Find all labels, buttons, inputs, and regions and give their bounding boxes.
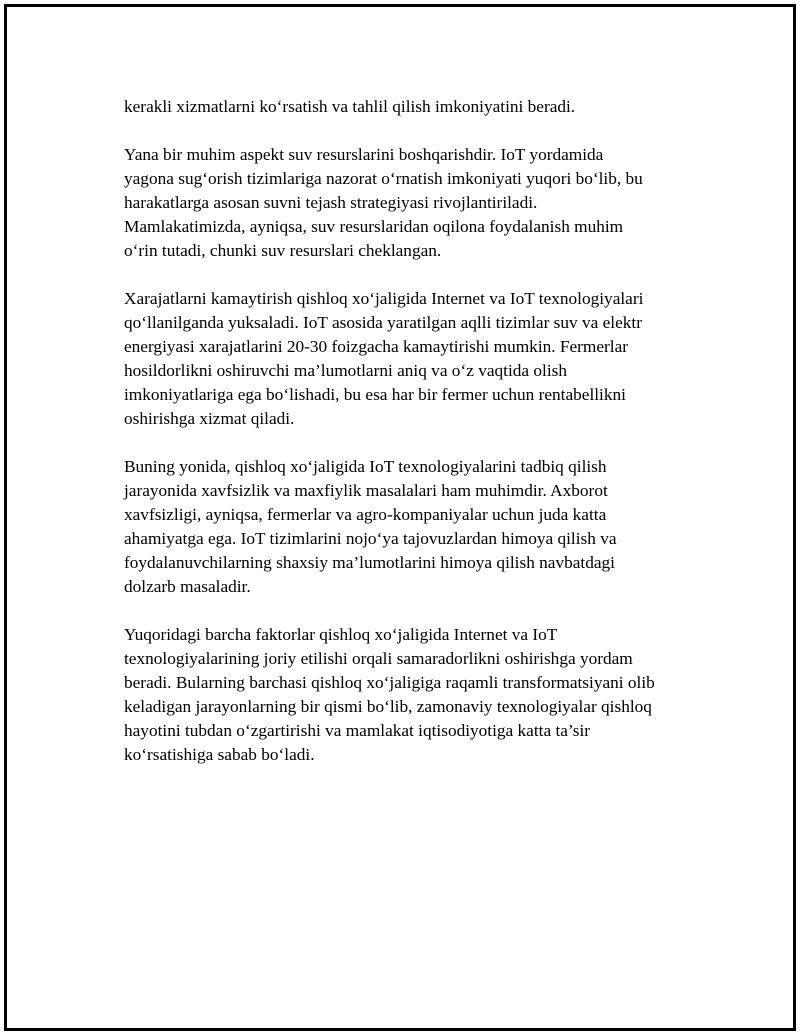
text-line: oshirishga xizmat qiladi. <box>124 409 295 428</box>
text-line: o‘rin tutadi, chunki suv resurslari cheklangan. <box>124 241 442 260</box>
paragraph-3 <box>124 287 700 431</box>
text-line: Yana bir muhim aspekt suv resurslarini boshqarishdir. IoT yordamida <box>124 145 604 164</box>
text-line: Yuqoridagi barcha faktorlar qishloq xo‘jaligida Internet va IoT <box>124 625 558 644</box>
text-line: yagona sug‘orish tizimlariga nazorat o‘rnatish imkoniyati yuqori bo‘lib, bu <box>124 169 643 188</box>
text-line: ahamiyatga ega. IoT tizimlarini nojo‘ya tajovuzlardan himoya qilish va <box>124 529 617 548</box>
text-line: ko‘rsatishiga sabab bo‘ladi. <box>124 745 315 764</box>
text-line: harakatlarga asosan suvni tejash strategiyasi rivojlantiriladi. <box>124 193 538 212</box>
text-line: kerakli xizmatlarni ko‘rsatish va tahlil qilish imkoniyatini beradi. <box>124 97 576 116</box>
text-line: energiyasi xarajatlarini 20-30 foizgacha kamaytirishi mumkin. Fermerlar <box>124 337 629 356</box>
text-line: Buning yonida, qishloq xo‘jaligida IoT texnologiyalarini tadbiq qilish <box>124 457 607 476</box>
text-line: Mamlakatimizda, ayniqsa, suv resurslaridan oqilona foydalanish muhim <box>124 217 624 236</box>
text-line: keladigan jarayonlarning bir qismi bo‘lib, zamonaviy texnologiyalar qishloq <box>124 697 652 716</box>
paragraph-4 <box>124 455 700 599</box>
paragraph-5 <box>124 623 700 767</box>
text-line: foydalanuvchilarning shaxsiy ma’lumotlarini himoya qilish navbatdagi <box>124 553 615 572</box>
document-body <box>124 95 700 767</box>
text-line: imkoniyatlariga ega bo‘lishadi, bu esa har bir fermer uchun rentabellikni <box>124 385 626 404</box>
text-line: Xarajatlarni kamaytirish qishloq xo‘jaligida Internet va IoT texnologiyalari <box>124 289 644 308</box>
text-line: qo‘llanilganda yuksaladi. IoT asosida yaratilgan aqlli tizimlar suv va elektr <box>124 313 642 332</box>
text-line: hayotini tubdan o‘zgartirishi va mamlakat iqtisodiyotiga katta ta’sir <box>124 721 591 740</box>
text-line: jarayonida xavfsizlik va maxfiylik masalalari ham muhimdir. Axborot <box>124 481 608 500</box>
paragraph-1 <box>124 95 700 119</box>
paragraph-2 <box>124 143 700 263</box>
text-line: beradi. Bularning barchasi qishloq xo‘jaligiga raqamli transformatsiyani olib <box>124 673 655 692</box>
text-line: texnologiyalarining joriy etilishi orqali samaradorlikni oshirishga yordam <box>124 649 633 668</box>
text-line: hosildorlikni oshiruvchi ma’lumotlarni aniq va o‘z vaqtida olish <box>124 361 567 380</box>
page-frame <box>4 4 796 1031</box>
text-line: dolzarb masaladir. <box>124 577 251 596</box>
text-line: xavfsizligi, ayniqsa, fermerlar va agro-kompaniyalar uchun juda katta <box>124 505 607 524</box>
